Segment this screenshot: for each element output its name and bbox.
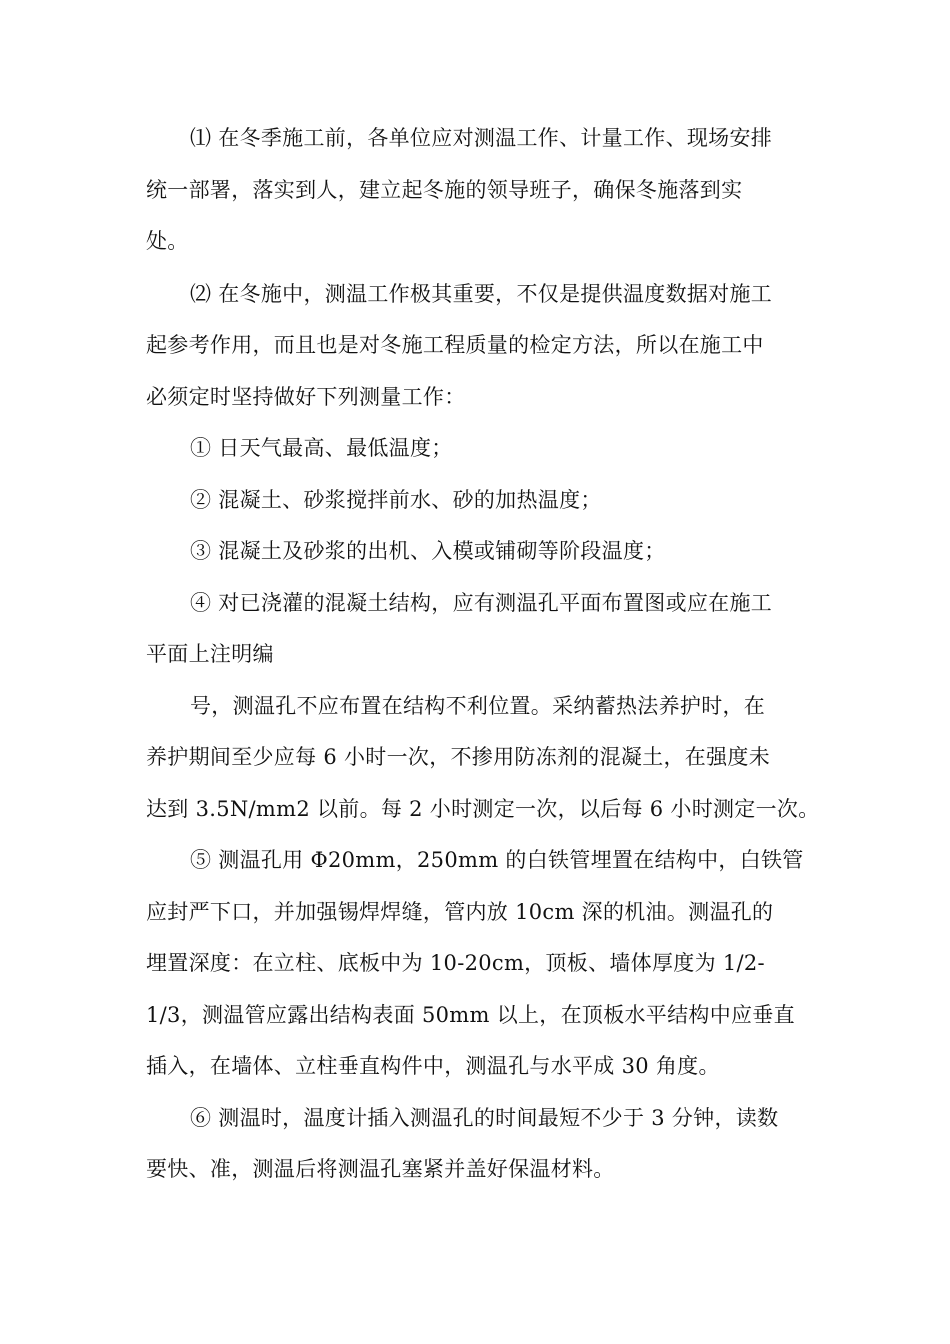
text-line: 养护期间至少应每 6 小时一次，不掺用防冻剂的混凝土，在强度未	[146, 745, 771, 769]
text-line: 起参考作用，而且也是对冬施工程质量的检定方法，所以在施工中	[146, 333, 764, 357]
list-item: ② 混凝土、砂浆搅拌前水、砂的加热温度；	[190, 488, 602, 512]
text-line: 统一部署，落实到人，建立起冬施的领导班子，确保冬施落到实	[146, 178, 743, 202]
text-line: 处。	[146, 229, 189, 253]
text-line: 必须定时坚持做好下列测量工作：	[146, 385, 466, 409]
list-item: ③ 混凝土及砂浆的出机、入模或铺砌等阶段温度；	[190, 539, 666, 563]
text-line: ⑴ 在冬季施工前，各单位应对测温工作、计量工作、现场安排	[190, 126, 773, 150]
text-line: 平面上注明编	[146, 642, 274, 666]
text-line: 应封严下口，并加强锡焊焊缝，管内放 10cm 深的机油。测温孔的	[146, 900, 774, 924]
text-line: ⑵ 在冬施中，测温工作极其重要，不仅是提供温度数据对施工	[190, 282, 773, 306]
list-item: ⑤ 测温孔用 Φ20mm，250mm 的白铁管埋置在结构中，白铁管	[190, 848, 804, 872]
text-line: 号，测温孔不应布置在结构不利位置。采纳蓄热法养护时，在	[190, 694, 766, 718]
text-line: 1/3，测温管应露出结构表面 50mm 以上，在顶板水平结构中应垂直	[146, 1003, 795, 1027]
list-item: ⑥ 测温时，温度计插入测温孔的时间最短不少于 3 分钟，读数	[190, 1106, 779, 1130]
list-item: ④ 对已浇灌的混凝土结构，应有测温孔平面布置图或应在施工	[190, 591, 773, 615]
text-line: 埋置深度：在立柱、底板中为 10-20cm，顶板、墙体厚度为 1/2-	[146, 951, 765, 975]
text-line: 插入，在墙体、立柱垂直构件中，测温孔与水平成 30 角度。	[146, 1054, 720, 1078]
text-line: 要快、准，测温后将测温孔塞紧并盖好保温材料。	[146, 1157, 615, 1181]
text-line: 达到 3.5N/mm2 以前。每 2 小时测定一次，以后每 6 小时测定一次。	[146, 797, 820, 821]
list-item: ① 日天气最高、最低温度；	[190, 436, 453, 460]
